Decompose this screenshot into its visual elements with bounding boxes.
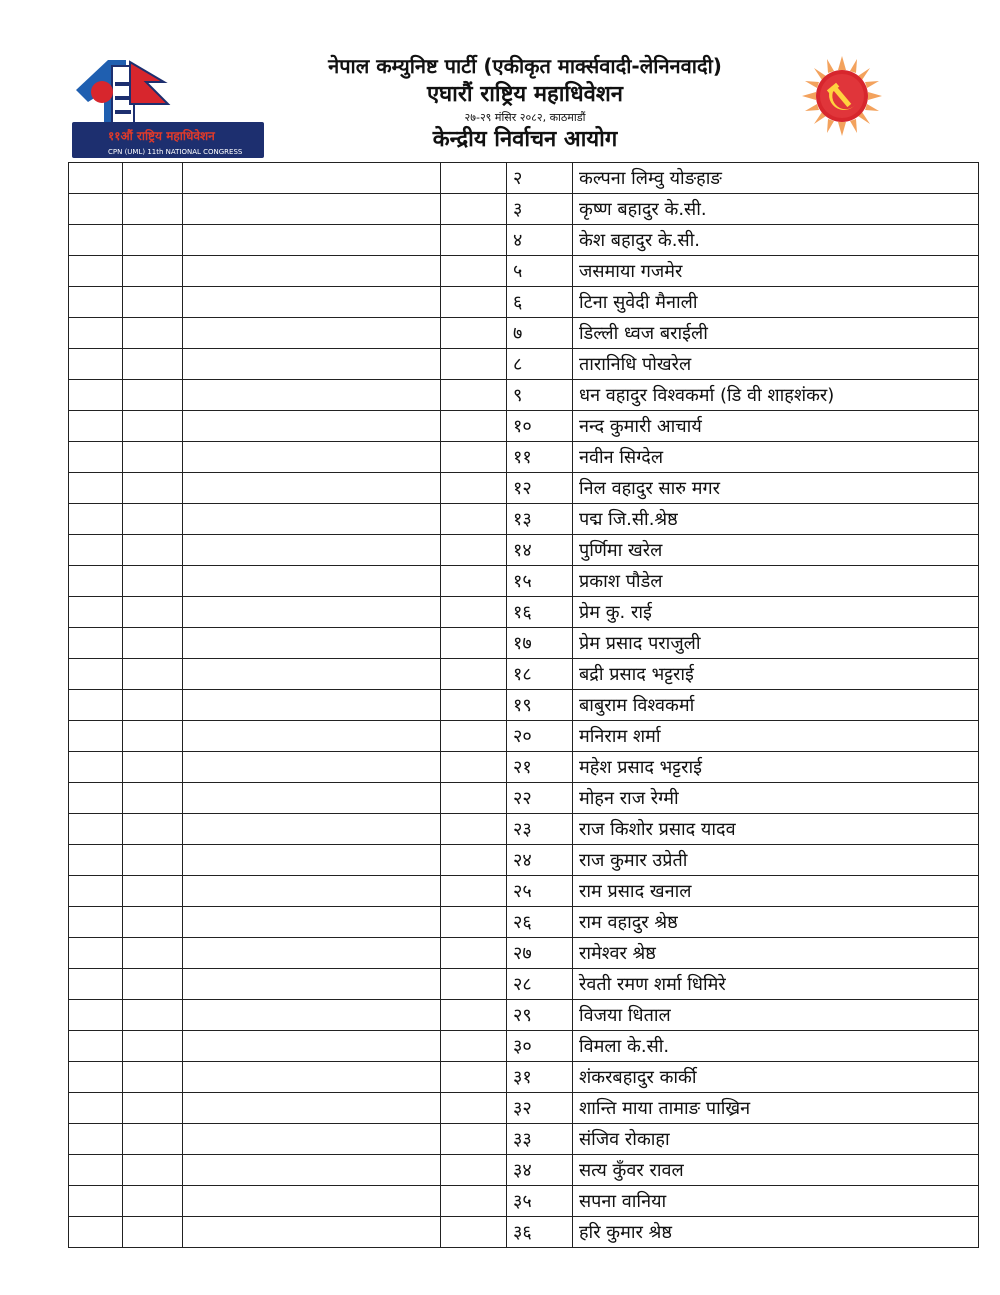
serial-number: २४ [507, 845, 573, 876]
table-row [69, 690, 979, 721]
table-row [69, 752, 979, 783]
empty-cell [69, 1031, 123, 1062]
table-row [69, 814, 979, 845]
empty-cell [123, 969, 183, 1000]
empty-cell [123, 783, 183, 814]
serial-number: १५ [507, 566, 573, 597]
serial-number: ३० [507, 1031, 573, 1062]
candidate-name: सत्य कुँवर रावल [573, 1155, 979, 1186]
candidate-name: बद्री प्रसाद भट्टराई [573, 659, 979, 690]
empty-cell [183, 1093, 441, 1124]
empty-cell [183, 442, 441, 473]
empty-cell [441, 969, 507, 1000]
candidate-name: विजया धिताल [573, 1000, 979, 1031]
candidate-name: प्रकाश पौडेल [573, 566, 979, 597]
empty-cell [441, 1155, 507, 1186]
empty-cell [69, 1186, 123, 1217]
candidate-name: शंकरबहादुर कार्की [573, 1062, 979, 1093]
table-row [69, 938, 979, 969]
table-row [69, 225, 979, 256]
table-row [69, 1031, 979, 1062]
empty-cell [69, 721, 123, 752]
empty-cell [183, 659, 441, 690]
empty-cell [69, 473, 123, 504]
empty-cell [69, 225, 123, 256]
candidate-name: प्रेम प्रसाद पराजुली [573, 628, 979, 659]
empty-cell [183, 783, 441, 814]
empty-cell [69, 504, 123, 535]
empty-cell [441, 1062, 507, 1093]
empty-cell [69, 1062, 123, 1093]
table-row [69, 721, 979, 752]
empty-cell [441, 535, 507, 566]
party-name: नेपाल कम्युनिष्ट पार्टी (एकीकृत मार्क्सवादी-लेनिनवादी) [328, 54, 722, 78]
empty-cell [69, 535, 123, 566]
candidate-name: केश बहादुर के.सी. [573, 225, 979, 256]
candidate-name: राम प्रसाद खनाल [573, 876, 979, 907]
candidate-name: तारानिधि पोखरेल [573, 349, 979, 380]
empty-cell [183, 225, 441, 256]
empty-cell [441, 1093, 507, 1124]
serial-number: ३२ [507, 1093, 573, 1124]
empty-cell [183, 163, 441, 194]
empty-cell [441, 783, 507, 814]
serial-number: ३ [507, 194, 573, 225]
empty-cell [183, 721, 441, 752]
candidate-name: विमला के.सी. [573, 1031, 979, 1062]
table-row [69, 287, 979, 318]
candidate-name: बाबुराम विश्वकर्मा [573, 690, 979, 721]
empty-cell [183, 938, 441, 969]
candidate-name: प्रेम कु. राई [573, 597, 979, 628]
empty-cell [183, 690, 441, 721]
candidate-name: जसमाया गजमेर [573, 256, 979, 287]
empty-cell [69, 783, 123, 814]
serial-number: २२ [507, 783, 573, 814]
empty-cell [123, 1031, 183, 1062]
empty-cell [123, 1062, 183, 1093]
serial-number: ५ [507, 256, 573, 287]
serial-number: ३५ [507, 1186, 573, 1217]
empty-cell [441, 1000, 507, 1031]
candidate-name: रेवती रमण शर्मा धिमिरे [573, 969, 979, 1000]
empty-cell [441, 845, 507, 876]
empty-cell [183, 1062, 441, 1093]
candidate-name: मनिराम शर्मा [573, 721, 979, 752]
empty-cell [123, 659, 183, 690]
table-row [69, 1155, 979, 1186]
empty-cell [69, 256, 123, 287]
empty-cell [69, 597, 123, 628]
serial-number: ७ [507, 318, 573, 349]
empty-cell [441, 628, 507, 659]
empty-cell [69, 380, 123, 411]
empty-cell [69, 659, 123, 690]
empty-cell [441, 194, 507, 225]
empty-cell [123, 287, 183, 318]
candidate-name: हरि कुमार श्रेष्ठ [573, 1217, 979, 1248]
table-row [69, 442, 979, 473]
candidate-name: नन्द कुमारी आचार्य [573, 411, 979, 442]
serial-number: २ [507, 163, 573, 194]
empty-cell [183, 287, 441, 318]
empty-cell [441, 876, 507, 907]
empty-cell [441, 225, 507, 256]
empty-cell [123, 1186, 183, 1217]
candidate-name: शान्ति माया तामाङ पाख्रिन [573, 1093, 979, 1124]
empty-cell [69, 318, 123, 349]
logo-banner-text: ११औं राष्ट्रिय महाधिवेशन [108, 129, 215, 143]
empty-cell [441, 814, 507, 845]
empty-cell [183, 907, 441, 938]
empty-cell [183, 752, 441, 783]
empty-cell [441, 442, 507, 473]
serial-number: ८ [507, 349, 573, 380]
table-row [69, 783, 979, 814]
serial-number: २७ [507, 938, 573, 969]
empty-cell [69, 938, 123, 969]
empty-cell [441, 349, 507, 380]
serial-number: ११ [507, 442, 573, 473]
empty-cell [123, 1217, 183, 1248]
candidate-name: राम वहादुर श्रेष्ठ [573, 907, 979, 938]
table-row [69, 845, 979, 876]
empty-cell [123, 380, 183, 411]
empty-cell [183, 194, 441, 225]
empty-cell [183, 1000, 441, 1031]
empty-cell [441, 473, 507, 504]
candidate-name: नवीन सिग्देल [573, 442, 979, 473]
empty-cell [69, 690, 123, 721]
serial-number: २१ [507, 752, 573, 783]
empty-cell [183, 876, 441, 907]
empty-cell [123, 845, 183, 876]
serial-number: २३ [507, 814, 573, 845]
empty-cell [441, 1217, 507, 1248]
table-row [69, 1217, 979, 1248]
table-row [69, 907, 979, 938]
empty-cell [183, 814, 441, 845]
empty-cell [183, 1031, 441, 1062]
empty-cell [123, 535, 183, 566]
empty-cell [441, 256, 507, 287]
serial-number: १६ [507, 597, 573, 628]
table-row [69, 473, 979, 504]
candidate-name: रामेश्वर श्रेष्ठ [573, 938, 979, 969]
empty-cell [69, 566, 123, 597]
empty-cell [183, 504, 441, 535]
empty-cell [123, 876, 183, 907]
empty-cell [123, 1093, 183, 1124]
table-row [69, 194, 979, 225]
candidate-list-table [68, 162, 979, 1248]
serial-number: २० [507, 721, 573, 752]
table-row [69, 969, 979, 1000]
table-row [69, 1093, 979, 1124]
empty-cell [183, 628, 441, 659]
empty-cell [69, 194, 123, 225]
table-row [69, 659, 979, 690]
serial-number: २५ [507, 876, 573, 907]
empty-cell [441, 659, 507, 690]
candidate-list-body [69, 163, 979, 1248]
empty-cell [123, 597, 183, 628]
empty-cell [69, 907, 123, 938]
logo-banner-subtitle: CPN (UML) 11th NATIONAL CONGRESS [108, 148, 243, 156]
serial-number: १२ [507, 473, 573, 504]
table-row [69, 349, 979, 380]
candidate-name: राज किशोर प्रसाद यादव [573, 814, 979, 845]
serial-number: १४ [507, 535, 573, 566]
empty-cell [183, 380, 441, 411]
empty-cell [183, 1124, 441, 1155]
table-row [69, 256, 979, 287]
candidate-name: टिना सुवेदी मैनाली [573, 287, 979, 318]
serial-number: ९ [507, 380, 573, 411]
empty-cell [123, 194, 183, 225]
candidate-name: पुर्णिमा खरेल [573, 535, 979, 566]
empty-cell [441, 1186, 507, 1217]
empty-cell [183, 597, 441, 628]
date-place: २७-२९ मंसिर २०८२, काठमाडौं [464, 111, 586, 124]
empty-cell [183, 473, 441, 504]
congress-logo-icon [68, 52, 268, 158]
empty-cell [123, 1155, 183, 1186]
table-row [69, 163, 979, 194]
empty-cell [69, 845, 123, 876]
empty-cell [441, 566, 507, 597]
empty-cell [183, 318, 441, 349]
empty-cell [441, 1124, 507, 1155]
empty-cell [69, 1093, 123, 1124]
table-row [69, 504, 979, 535]
empty-cell [123, 938, 183, 969]
empty-cell [123, 752, 183, 783]
table-row [69, 566, 979, 597]
table-row [69, 1124, 979, 1155]
candidate-name: धन वहादुर विश्वकर्मा (डि वी शाहशंकर) [573, 380, 979, 411]
empty-cell [123, 473, 183, 504]
congress-title: एघारौं राष्ट्रिय महाधिवेशन [426, 82, 624, 107]
empty-cell [441, 287, 507, 318]
empty-cell [123, 349, 183, 380]
empty-cell [123, 163, 183, 194]
empty-cell [183, 256, 441, 287]
candidate-name: डिल्ली ध्वज बराईली [573, 318, 979, 349]
empty-cell [441, 938, 507, 969]
empty-cell [123, 721, 183, 752]
table-row [69, 1000, 979, 1031]
empty-cell [441, 721, 507, 752]
empty-cell [69, 752, 123, 783]
empty-cell [441, 504, 507, 535]
empty-cell [123, 1000, 183, 1031]
empty-cell [183, 969, 441, 1000]
empty-cell [69, 1000, 123, 1031]
empty-cell [69, 442, 123, 473]
empty-cell [441, 380, 507, 411]
empty-cell [69, 1155, 123, 1186]
serial-number: ३४ [507, 1155, 573, 1186]
empty-cell [69, 287, 123, 318]
serial-number: ३१ [507, 1062, 573, 1093]
empty-cell [69, 411, 123, 442]
empty-cell [183, 411, 441, 442]
empty-cell [183, 349, 441, 380]
candidate-name: निल वहादुर सारु मगर [573, 473, 979, 504]
serial-number: २८ [507, 969, 573, 1000]
table-row [69, 1062, 979, 1093]
commission-title: केन्द्रीय निर्वाचन आयोग [432, 127, 618, 152]
empty-cell [183, 845, 441, 876]
empty-cell [123, 1124, 183, 1155]
empty-cell [69, 814, 123, 845]
serial-number: १७ [507, 628, 573, 659]
table-row [69, 318, 979, 349]
empty-cell [123, 225, 183, 256]
empty-cell [441, 1031, 507, 1062]
empty-cell [123, 504, 183, 535]
empty-cell [69, 1124, 123, 1155]
empty-cell [123, 411, 183, 442]
table-row [69, 411, 979, 442]
candidate-name: कृष्ण बहादुर के.सी. [573, 194, 979, 225]
serial-number: २९ [507, 1000, 573, 1031]
table-row [69, 628, 979, 659]
empty-cell [441, 318, 507, 349]
empty-cell [441, 690, 507, 721]
serial-number: ६ [507, 287, 573, 318]
empty-cell [123, 442, 183, 473]
empty-cell [183, 566, 441, 597]
serial-number: १९ [507, 690, 573, 721]
empty-cell [441, 752, 507, 783]
empty-cell [69, 1217, 123, 1248]
candidate-name: मोहन राज रेग्मी [573, 783, 979, 814]
serial-number: ३६ [507, 1217, 573, 1248]
empty-cell [123, 256, 183, 287]
empty-cell [69, 876, 123, 907]
serial-number: १० [507, 411, 573, 442]
serial-number: १३ [507, 504, 573, 535]
empty-cell [183, 1186, 441, 1217]
candidate-name: महेश प्रसाद भट्टराई [573, 752, 979, 783]
table-row [69, 1186, 979, 1217]
empty-cell [69, 349, 123, 380]
empty-cell [441, 907, 507, 938]
serial-number: १८ [507, 659, 573, 690]
header-titles [300, 52, 750, 154]
candidate-name: राज कुमार उप्रेती [573, 845, 979, 876]
empty-cell [123, 814, 183, 845]
empty-cell [441, 411, 507, 442]
empty-cell [441, 163, 507, 194]
hammer-sickle-sun-icon [802, 56, 882, 136]
empty-cell [123, 566, 183, 597]
table-row [69, 380, 979, 411]
empty-cell [123, 907, 183, 938]
serial-number: ४ [507, 225, 573, 256]
candidate-name: पद्म जि.सी.श्रेष्ठ [573, 504, 979, 535]
serial-number: ३३ [507, 1124, 573, 1155]
empty-cell [123, 628, 183, 659]
empty-cell [183, 535, 441, 566]
empty-cell [69, 628, 123, 659]
candidate-name: संजिव रोकाहा [573, 1124, 979, 1155]
empty-cell [69, 969, 123, 1000]
empty-cell [123, 690, 183, 721]
table-row [69, 535, 979, 566]
candidate-name: कल्पना लिम्वु योङहाङ [573, 163, 979, 194]
empty-cell [123, 318, 183, 349]
empty-cell [441, 597, 507, 628]
empty-cell [183, 1217, 441, 1248]
document-header [0, 0, 1000, 160]
table-row [69, 876, 979, 907]
serial-number: २६ [507, 907, 573, 938]
empty-cell [69, 163, 123, 194]
table-row [69, 597, 979, 628]
candidate-name: सपना वानिया [573, 1186, 979, 1217]
empty-cell [183, 1155, 441, 1186]
